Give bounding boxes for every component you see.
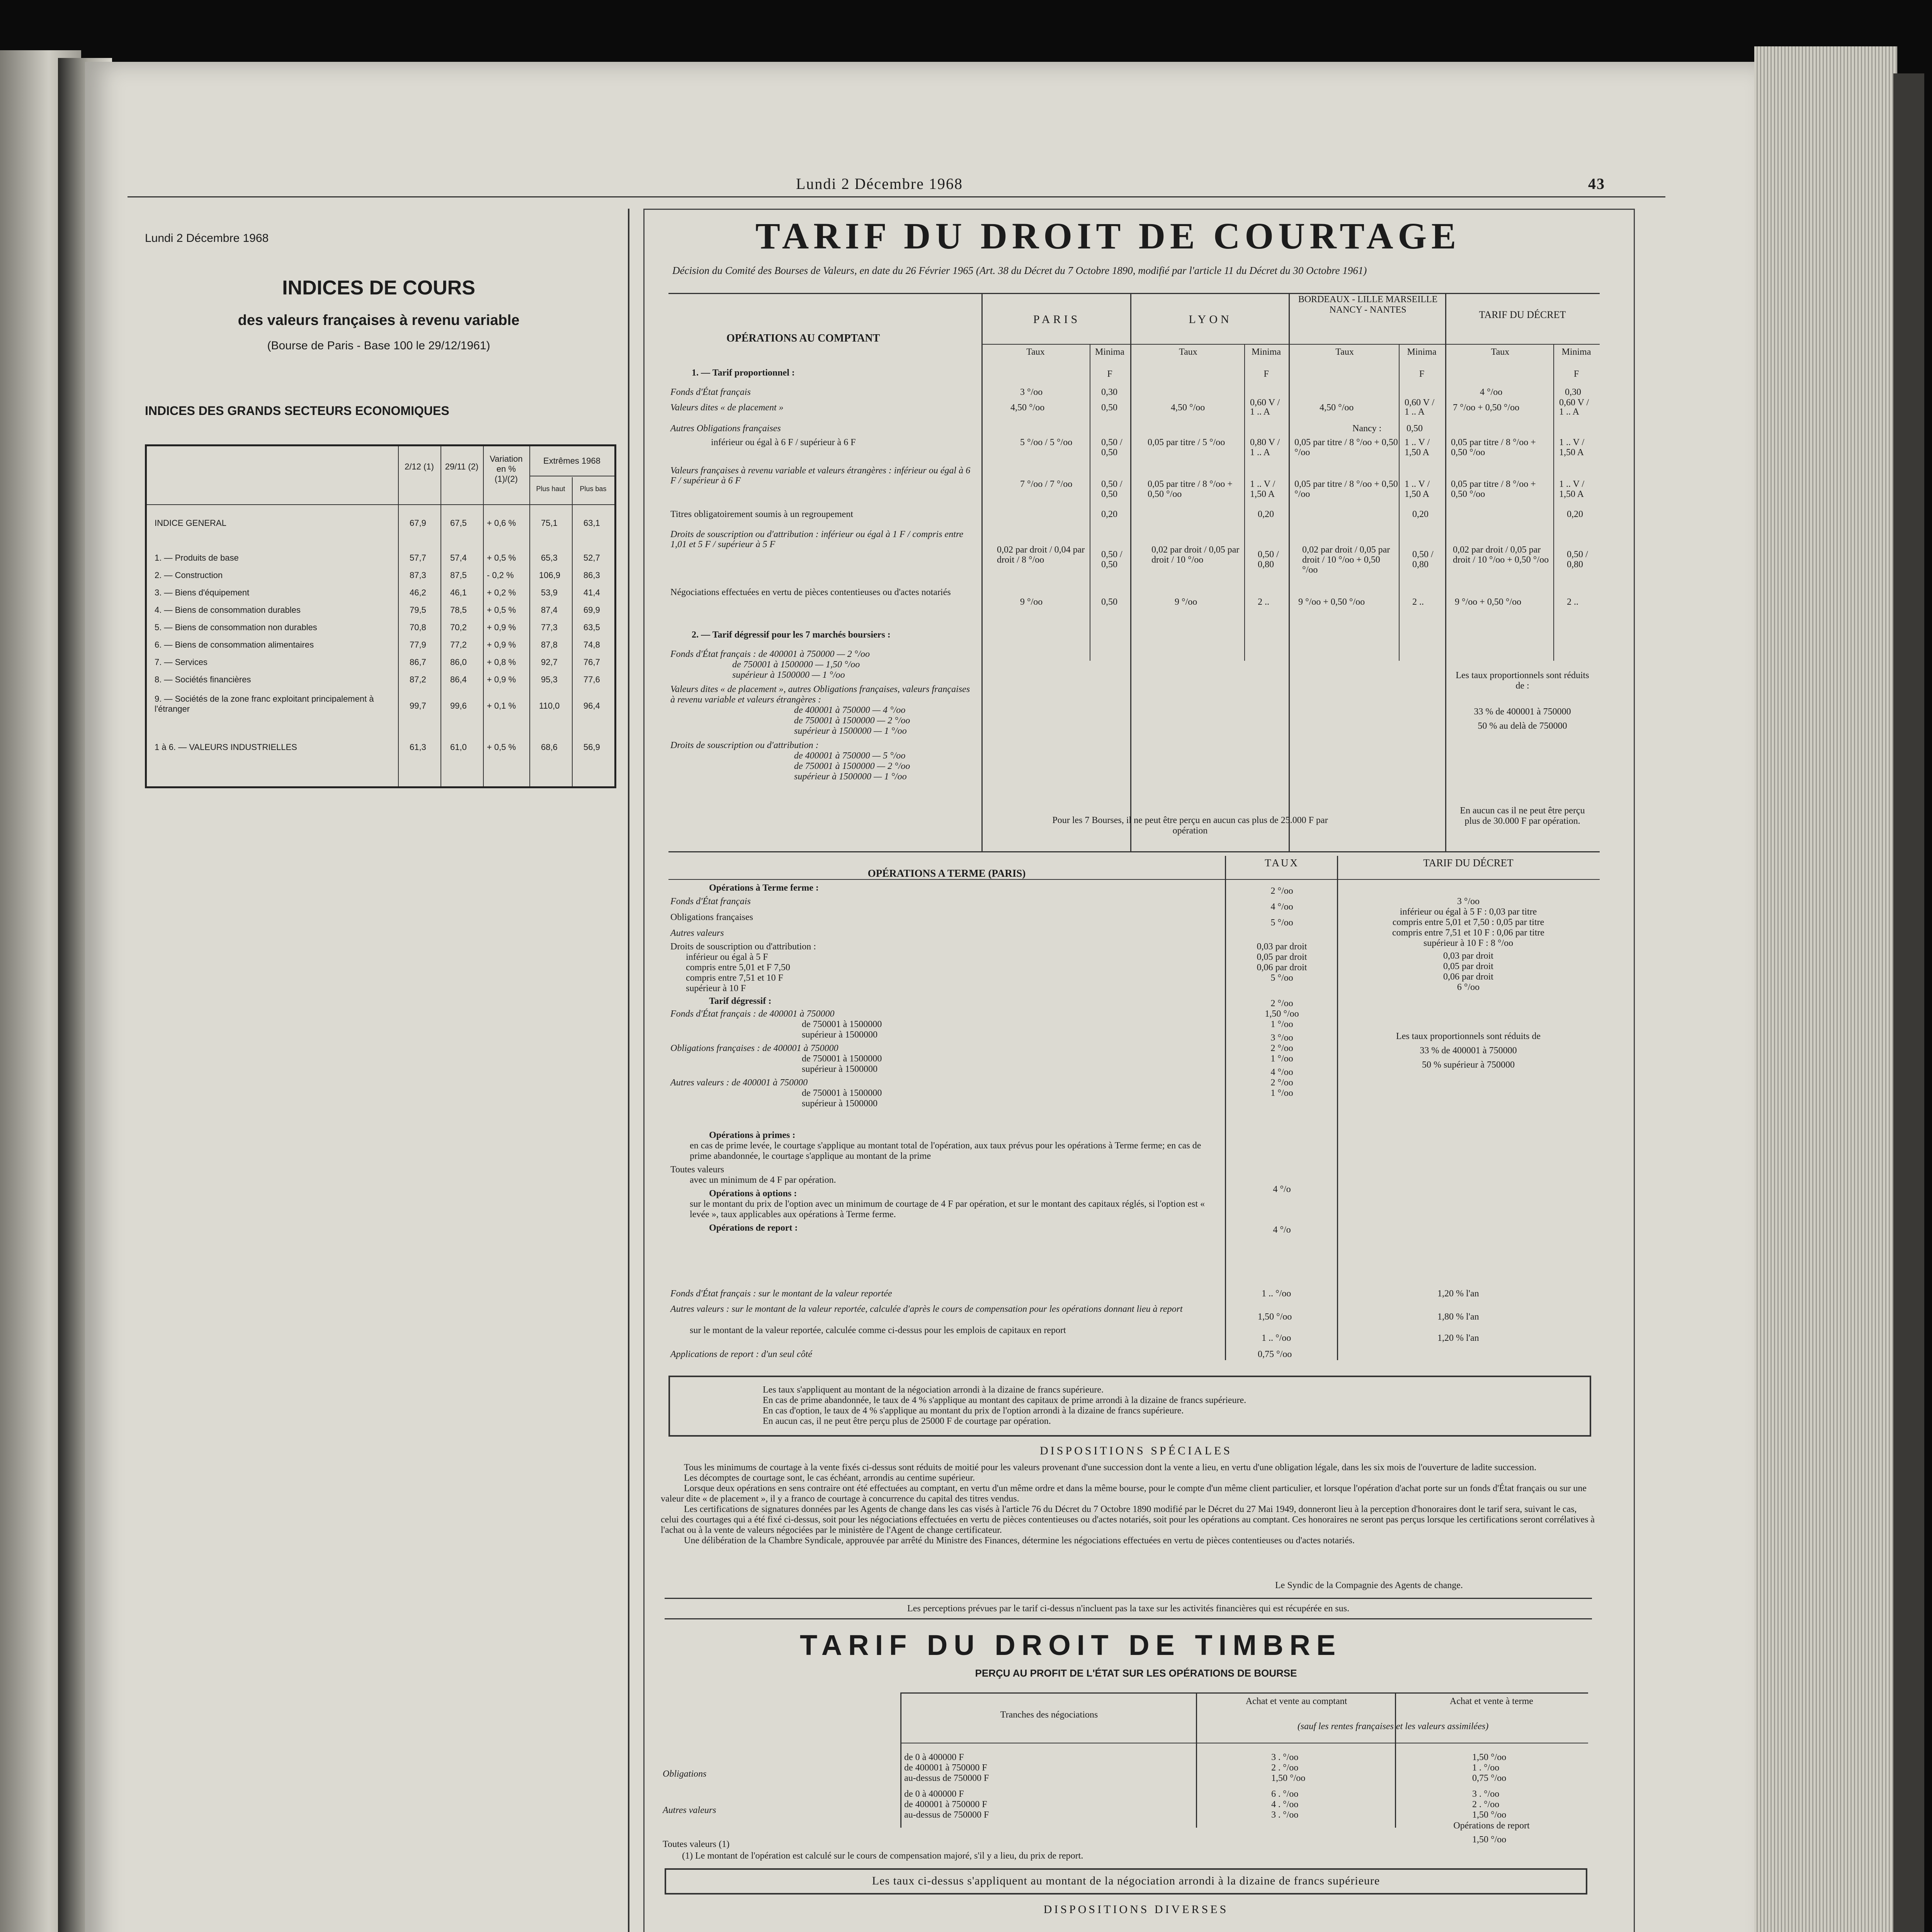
tarif-degressif-heading: 2. — Tarif dégressif pour les 7 marchés boursiers : <box>692 630 891 640</box>
terme-col-decret: TARIF DU DÉCRET <box>1423 857 1514 869</box>
timbre-autres-tranches: de 0 à 400000 F de 400001 à 750000 F au-dessus de 750000 F <box>904 1789 989 1820</box>
table-row: INDICE GENERAL 67,9 67,5 + 0,6 % 75,1 63,1 <box>155 518 600 528</box>
report-taux: 1 .. °/oo <box>1262 1289 1291 1299</box>
table-row: Fonds d'État français <box>670 387 751 397</box>
timbre-col-terme: Achat et vente à terme <box>1450 1696 1533 1706</box>
cell-value: 0,50 / 0,50 <box>1101 479 1122 499</box>
cell-value: 7 °/oo / 7 °/oo <box>1020 479 1073 489</box>
table-row: 2. — Construction 87,3 87,5 - 0,2 % 106,9 86,3 <box>155 570 600 580</box>
perceptions-note: Les perceptions prévues par le tarif ci-dessus n'incluent pas la taxe sur les activités financières qui est récupérée en sus. <box>907 1604 1349 1614</box>
cell-value: 0,05 par titre / 8 °/oo + 0,50 °/oo <box>1451 437 1536 457</box>
report-decret: 1,80 % l'an <box>1437 1312 1479 1322</box>
running-header-date: Lundi 2 Décembre 1968 <box>796 175 963 192</box>
decret-max: En aucun cas il ne peut être perçu plus de 30.000 F par opération. <box>1460 806 1585 826</box>
indices-table <box>145 444 616 788</box>
report-line: Applications de report : d'un seul côté <box>670 1349 812 1359</box>
page-number: 43 <box>1588 175 1605 192</box>
table-row: 6. — Biens de consommation alimentaires 77,9 77,2 + 0,9 % 87,8 74,8 <box>155 640 600 650</box>
table-row: 9. — Sociétés de la zone franc exploitant principalement à l'étranger 99,7 99,6 + 0,1 % 110,0 96,4 <box>155 694 600 714</box>
cell-value: 4,50 °/oo <box>1171 403 1205 413</box>
cell-value: Nancy : <box>1352 423 1382 434</box>
table-row: 1. — Produits de base 57,7 57,4 + 0,5 % 65,3 52,7 <box>155 553 600 563</box>
cell-value: 0,50 / 0,50 <box>1101 549 1122 570</box>
timbre-col-comptant: Achat et vente au comptant <box>1245 1696 1347 1706</box>
col-extremes: Extrêmes 1968 <box>543 456 600 466</box>
timbre-obligations-tranches: de 0 à 400000 F de 400001 à 750000 F au-dessus de 750000 F <box>904 1752 989 1783</box>
col-taux: Taux <box>1026 347 1045 357</box>
col-unit: F <box>1573 369 1579 379</box>
indices-section-title: INDICES DES GRANDS SECTEURS ECONOMIQUES <box>145 404 449 418</box>
table-row: inférieur ou égal à 6 F / supérieur à 6 F <box>711 437 856 447</box>
report-taux: 0,75 °/oo <box>1258 1349 1292 1359</box>
timbre-report-label: Opérations de report <box>1453 1821 1530 1831</box>
cell-value: 0,05 par titre / 8 °/oo + 0,50 °/oo <box>1451 479 1536 499</box>
book-cover <box>1893 73 1924 1932</box>
table-row: 7. — Services 86,7 86,0 + 0,8 % 92,7 76,7 <box>155 657 600 667</box>
column-divider <box>628 209 629 1932</box>
cell-value: 4 °/oo <box>1480 387 1503 397</box>
cell-value: 1 .. V / 1,50 A <box>1405 437 1430 457</box>
col-decret: TARIF DU DÉCRET <box>1479 309 1566 320</box>
table-row: Droits de souscription ou d'attribution : inférieur ou égal à 1 F / compris entre 1,01 et 5 F / supérieur à 5 F <box>670 529 963 549</box>
terme-col-taux: TAUX <box>1265 857 1299 869</box>
table-row: 4. — Biens de consommation durables 79,5 78,5 + 0,5 % 87,4 69,9 <box>155 605 600 615</box>
cell-value: 0,20 <box>1258 509 1274 519</box>
timbre-autres-terme: 3 . °/oo 2 . °/oo 1,50 °/oo <box>1472 1789 1507 1820</box>
cell-value: 9 °/oo <box>1175 597 1197 607</box>
cell-value: 1 .. V / 1,50 A <box>1405 479 1430 499</box>
cell-value: 9 °/oo <box>1020 597 1043 607</box>
indices-date: Lundi 2 Décembre 1968 <box>145 232 269 245</box>
col-taux: Taux <box>1335 347 1354 357</box>
cell-value: 1 .. V / 1,50 A <box>1559 479 1585 499</box>
cell-value: 0,50 / 0,80 <box>1412 549 1434 570</box>
operations-comptant-heading: OPÉRATIONS AU COMPTANT <box>726 332 880 344</box>
col-plus-bas: Plus bas <box>580 485 607 493</box>
cell-value: 0,50 <box>1101 403 1117 413</box>
timbre-sauf: (sauf les rentes françaises et les valeurs assimilées) <box>1297 1721 1489 1731</box>
cell-value: 9 °/oo + 0,50 °/oo <box>1298 597 1365 607</box>
table-row: 8. — Sociétés financières 87,2 86,4 + 0,9 % 95,3 77,6 <box>155 675 600 684</box>
tarif-proportionnel-heading: 1. — Tarif proportionnel : <box>692 368 795 378</box>
indices-subtitle: des valeurs françaises à revenu variable <box>238 312 520 328</box>
cell-value: 1 .. V / 1,50 A <box>1559 437 1585 457</box>
timbre-obligations-label: Obligations <box>663 1769 707 1779</box>
report-taux: 1,50 °/oo <box>1258 1312 1292 1322</box>
cell-value: 0,80 V / 1 .. A <box>1250 437 1280 457</box>
cell-value: 7 °/oo + 0,50 °/oo <box>1453 403 1520 413</box>
timbre-subtitle: PERÇU AU PROFIT DE L'ÉTAT SUR LES OPÉRATIONS DE BOURSE <box>975 1667 1297 1679</box>
timbre-toutes-valeurs-taux: 1,50 °/oo <box>1472 1835 1507 1845</box>
col-minima: Minima <box>1252 347 1281 357</box>
report-line: sur le montant de la valeur reportée, calculée comme ci-dessus pour les emplois de capitaux en report <box>690 1325 1066 1335</box>
terme-taux-list: 2 °/oo 4 °/oo 5 °/oo 0,03 par droit 0,05 par droit 0,06 par droit 5 °/oo 2 °/oo 1,50 °/oo 1 °/oo 3 °/oo 2 °/oo 1 °/oo 4 °/oo 2 °/oo 1 °/oo <box>1257 886 1307 1098</box>
options-taux: 4 °/o <box>1273 1225 1291 1235</box>
header-rule <box>128 196 1665 197</box>
cell-value: 0,50 / 0,80 <box>1567 549 1588 570</box>
page-stack-edge <box>1754 46 1897 1932</box>
col-plus-haut: Plus haut <box>536 485 565 493</box>
table-row: Valeurs dites « de placement » <box>670 403 784 413</box>
col-variation: Variation en % (1)/(2) <box>490 454 523 484</box>
timbre-title: TARIF DU DROIT DE TIMBRE <box>800 1629 1342 1661</box>
cell-value: 2 .. <box>1567 597 1578 607</box>
table-row: Valeurs françaises à revenu variable et valeurs étrangères : inférieur ou égal à 6 F / supérieur à 6 F <box>670 466 971 486</box>
cell-value: 9 °/oo + 0,50 °/oo <box>1455 597 1522 607</box>
cell-value: 2 .. <box>1412 597 1424 607</box>
cell-value: 0,20 <box>1412 509 1429 519</box>
report-line: Autres valeurs : sur le montant de la valeur reportée, calculée d'après le cours de compensation pour les opérations donnant lieu à report <box>670 1304 1183 1314</box>
report-decret: 1,20 % l'an <box>1437 1289 1479 1299</box>
indices-base: (Bourse de Paris - Base 100 le 29/12/1961) <box>267 339 490 352</box>
terme-title: OPÉRATIONS A TERME (PARIS) <box>867 867 1026 879</box>
cell-value: 0,30 <box>1565 387 1581 397</box>
cell-value: 0,05 par titre / 5 °/oo <box>1148 437 1225 447</box>
col-unit: F <box>1107 369 1112 379</box>
timbre-toutes-valeurs: Toutes valeurs (1) <box>663 1839 730 1849</box>
cell-value: 2 .. <box>1258 597 1269 607</box>
decret-reduction: Les taux proportionnels sont réduits de : 33 % de 400001 à 750000 50 % au delà de 750000 <box>1456 670 1589 731</box>
courtage-title: TARIF DU DROIT DE COURTAGE <box>755 215 1461 257</box>
col-minima: Minima <box>1095 347 1124 357</box>
cell-value: 0,05 par titre / 8 °/oo + 0,50 °/oo <box>1148 479 1233 499</box>
cell-value: 0,02 par droit / 0,05 par droit / 10 °/oo + 0,50 °/oo <box>1453 545 1549 565</box>
terme-decret-list: 3 °/oo inférieur ou égal à 5 F : 0,03 par titre compris entre 5,01 et 7,50 : 0,05 par titre compris entre 7,51 et 10 F : 0,06 par titre supérieur à 10 F : 8 °/oo 0,03 par droit 0,05 par droit 0,06 par droit 6 °/oo Les taux proportionnels sont réduits de 33 % de 400001 à 750000 50 % supérieur à 750000 <box>1392 896 1544 1070</box>
cell-value: 0,02 par droit / 0,04 par droit / 8 °/oo <box>997 545 1085 565</box>
col-unit: F <box>1264 369 1269 379</box>
cell-value: 0,50 / 0,80 <box>1258 549 1279 570</box>
col-unit: F <box>1419 369 1425 379</box>
dispositions-speciales-text: Tous les minimums de courtage à la vente fixés ci-dessus sont réduits de moitié pour les valeurs provenant d'une succession dont la vente a lieu, en vertu d'une obligation légale, dans les six mois de l'ouverture de ladite succession. Les décomptes de courtage sont, le cas échéant, arrondis au centime supérieur. Lorsque deux opérations en sens contraire ont été effectuées au comptant, en vertu d'un même ordre et dans la même bourse, pour le compte d'un même client particulier, et lorsque l'opération d'achat porte sur un fonds d'État français ou sur une valeur dite « de placement », il y a franco de courtage à concurrence du capital des titres vendus. Les certifications de signatures données par les Agents de change dans les cas visés à l'article 76 du Décret du 7 Octobre 1890 modifié par le Décret du 27 Mai 1949, donneront lieu à la perception d'honoraires dont le tarif sera, suivant le cas, celui des courtages qui a été fixé ci-dessus, soit pour les négociations effectuées en vertu de pièces contentieuses ou d'actes notariés, soit pour les opérations au comptant. Ces honoraires ne seront pas perçus lorsque les certifications seront corrélatives à l'achat ou à la vente de valeurs négociées par le ministère de l'Agent de change certificateur. Une délibération de la Chambre Syndicale, approuvée par arrêté du Ministre des Finances, détermine les négociations effectuées en vertu de pièces contentieuses ou d'actes notariés. <box>661 1463 1595 1546</box>
cell-value: 0,50 <box>1101 597 1117 607</box>
cell-value: 0,50 <box>1406 423 1423 434</box>
cell-value: 4,50 °/oo <box>1010 403 1045 413</box>
timbre-obligations-terme: 1,50 °/oo 1 . °/oo 0,75 °/oo <box>1472 1752 1507 1783</box>
report-decret: 1,20 % l'an <box>1437 1333 1479 1343</box>
cell-value: 0,60 V / 1 .. A <box>1405 398 1435 417</box>
syndic-signature: Le Syndic de la Compagnie des Agents de change. <box>1275 1580 1463 1590</box>
cell-value: 0,60 V / 1 .. A <box>1559 398 1589 417</box>
col-date-1: 2/12 (1) <box>405 462 434 471</box>
cell-value: 1 .. V / 1,50 A <box>1250 479 1276 499</box>
cell-value: 0,20 <box>1567 509 1583 519</box>
degressif-list: Fonds d'État français : de 400001 à 750000 — 2 °/oo de 750001 à 1500000 — 1,50 °/oo supérieur à 1500000 — 1 °/oo Valeurs dites « de placement », autres Obligations françaises, valeurs françaises à revenu variable et valeurs étrangères : de 400001 à 750000 — 4 °/oo de 750001 à 1500000 — 2 °/oo supérieur à 1500000 — 1 °/oo Droits de souscription ou d'attribution : de 400001 à 750000 — 5 °/oo de 750001 à 1500000 — 2 °/oo supérieur à 1500000 — 1 °/oo <box>670 649 970 782</box>
report-line: Fonds d'État français : sur le montant de la valeur reportée <box>670 1289 892 1299</box>
table-row: Négociations effectuées en vertu de pièces contentieuses ou d'actes notariés <box>670 587 951 597</box>
col-taux: Taux <box>1491 347 1510 357</box>
dispositions-speciales-title: DISPOSITIONS SPÉCIALES <box>1040 1444 1232 1457</box>
cell-value: 0,05 par titre / 8 °/oo + 0,50 °/oo <box>1294 437 1398 457</box>
col-minima: Minima <box>1561 347 1591 357</box>
table-row: 1 à 6. — VALEURS INDUSTRIELLES 61,3 61,0 + 0,5 % 68,6 56,9 <box>155 742 600 752</box>
timbre-autres-label: Autres valeurs <box>663 1805 716 1815</box>
cell-value: 0,60 V / 1 .. A <box>1250 398 1280 417</box>
col-paris: PARIS <box>1033 313 1081 326</box>
cell-value: 4,50 °/oo <box>1320 403 1354 413</box>
cell-value: 0,30 <box>1101 387 1117 397</box>
timbre-col-tranches: Tranches des négociations <box>1000 1710 1098 1720</box>
timbre-notice-box: Les taux ci-dessus s'appliquent au montant de la négociation arrondi à la dizaine de francs supérieure <box>665 1868 1587 1895</box>
col-lyon: LYON <box>1189 313 1232 326</box>
report-taux: 1 .. °/oo <box>1262 1333 1291 1343</box>
courtage-decision: Décision du Comité des Bourses de Valeurs, en date du 26 Février 1965 (Art. 38 du Décret du 7 Octobre 1890, modifié par l'article 11 du Décret du 30 Octobre 1961) <box>672 265 1367 276</box>
toutes-valeurs-taux: 4 °/o <box>1273 1184 1291 1194</box>
cell-value: 0,02 par droit / 0,05 par droit / 10 °/oo + 0,50 °/oo <box>1302 545 1390 575</box>
col-minima: Minima <box>1407 347 1437 357</box>
table-row: 3. — Biens d'équipement 46,2 46,1 + 0,2 % 53,9 41,4 <box>155 588 600 597</box>
cell-value: 0,50 / 0,50 <box>1101 437 1122 457</box>
table-row: Titres obligatoirement soumis à un regroupement <box>670 509 854 519</box>
cell-value: 0,20 <box>1101 509 1117 519</box>
col-taux: Taux <box>1179 347 1197 357</box>
cell-value: 5 °/oo / 5 °/oo <box>1020 437 1073 447</box>
indices-title: INDICES DE COURS <box>282 277 475 299</box>
terme-primes: Opérations à primes : en cas de prime levée, le courtage s'applique au montant total de l'opération, aux taux prévus pour les opérations à Terme ferme; en cas de prime abandonnée, le courtage s'applique au montant de la prime Toutes valeurs avec un minimum de 4 F par opération. Opérations à options : sur le montant du prix de l'option avec un minimum de courtage de 4 F par opération, et sur le montant des capitaux réglés, si l'option est « levée », taux applicables aux opérations à Terme ferme. Opérations de report : <box>670 1130 1205 1233</box>
cell-value: 3 °/oo <box>1020 387 1043 397</box>
dispositions-diverses-title: DISPOSITIONS DIVERSES <box>1043 1903 1229 1916</box>
col-bordeaux: BORDEAUX - LILLE MARSEILLE NANCY - NANTES <box>1298 294 1438 315</box>
cell-value: 0,02 par droit / 0,05 par droit / 10 °/oo <box>1151 545 1240 565</box>
timbre-autres-comptant: 6 . °/oo 4 . °/oo 3 . °/oo <box>1271 1789 1299 1820</box>
terme-list: Opérations à Terme ferme : Fonds d'État français Obligations françaises Autres valeurs Droits de souscription ou d'attribution : inférieur ou égal à 5 F compris entre 5,01 et F 7,50 compris entre 7,51 et 10 F supérieur à 10 F Tarif dégressif : Fonds d'État français : de 400001 à 750000 de 750001 à 1500000 supérieur à 1500000 Obligations françaises : de 400001 à 750000 de 750001 à 1500000 supérieur à 1500000 Autres valeurs : de 400001 à 750000 de 750001 à 1500000 supérieur à 1500000 <box>670 883 882 1109</box>
table-row: Autres Obligations françaises <box>670 423 781 434</box>
table-row: 5. — Biens de consommation non durables 70,8 70,2 + 0,9 % 77,3 63,5 <box>155 622 600 632</box>
cell-value: 0,05 par titre / 8 °/oo + 0,50 °/oo <box>1294 479 1398 499</box>
timbre-obligations-comptant: 3 . °/oo 2 . °/oo 1,50 °/oo <box>1271 1752 1306 1783</box>
col-date-2: 29/11 (2) <box>445 462 479 471</box>
terme-notice-box: Les taux s'appliquent au montant de la négociation arrondi à la dizaine de francs supérieure. En cas de prime abandonnée, le taux de 4 % s'applique au montant des capitaux de prime arrondi à la dizaine de francs supérieure. En cas d'option, le taux de 4 % s'applique au montant du prix de l'option arrondi à la dizaine de francs supérieure. En aucun cas, il ne peut être perçu plus de 25000 F de courtage par opération. <box>668 1376 1591 1437</box>
seven-bourses-note: Pour les 7 Bourses, il ne peut être perçu en aucun cas plus de 25.000 F par opération <box>1052 815 1328 836</box>
timbre-note: (1) Le montant de l'opération est calculé sur le cours de compensation majoré, s'il y a lieu, du prix de report. <box>682 1851 1083 1861</box>
